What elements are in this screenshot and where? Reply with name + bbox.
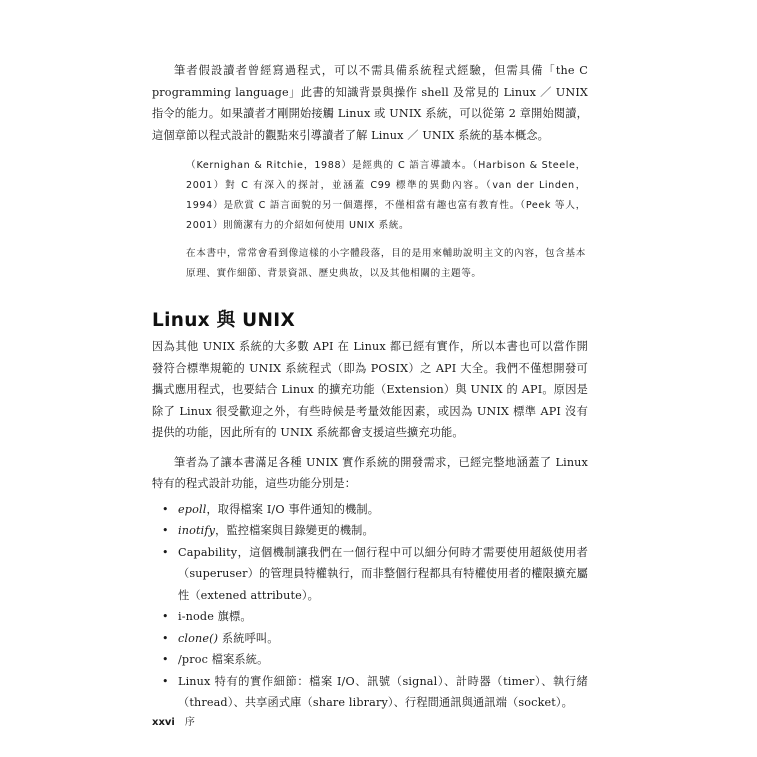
page-number: xxvi [152,717,175,728]
feature-term: inotify [178,524,216,537]
feature-desc: ，監控檔案與目錄變更的機制。 [215,524,374,537]
section-heading: Linux 與 UNIX [152,310,296,331]
page-footer [152,713,195,728]
feature-desc: /proc 檔案系統。 [178,653,269,666]
linux-unix-paragraph: 因為其他 UNIX 系統的大多數 API 在 Linux 都已經有實作，所以本書也可以當作開發符合標準規範的 UNIX 系統程式（即為 POSIX）之 API 大全。我們不僅想開發可攜式應用程式，也要結合 Linux 的擴充功能（Extension）與 UNIX 的 API。原因是除了 Linux 很受歡迎之外，有些時候是考量效能因素，或因為 UNIX 標準 API 沒有提供的功能，因此所有的 UNIX 系統都會支援這些擴充功能。 [152,340,588,439]
feature-desc: Capability，這個機制讓我們在一個行程中可以細分何時才需要使用超級使用者（superuser）的管理員特權執行，而非整個行程都具有特權使用者的權限擴充屬性（extened attribute）。 [178,545,588,602]
list-item [152,520,588,542]
feature-term: clone() [178,631,219,645]
intro-paragraph: 筆者假設讀者曾經寫過程式，可以不需具備系統程式經驗，但需具備「the C programming language」此書的知識背景與操作 shell 及常見的 Linux ／ UNIX 指令的能力。如果讀者才剛開始接觸 Linux 或 UNIX 系統，可以從第 2 章開始閱讀，這個章節以程式設計的觀點來引導讀者了解 Linux ／ UNIX 系統的基本概念。 [152,64,588,142]
feature-term: epoll [178,502,207,516]
feature-desc: i-node 旗標。 [178,610,252,623]
feature-desc: Linux 特有的實作細節：檔案 I/O、訊號（signal）、計時器（timer）、執行緒（thread）、共享函式庫（share library）、行程間通訊與通訊端（socket）。 [178,674,588,709]
feature-desc: 系統呼叫。 [218,631,279,645]
list-item [152,628,588,650]
list-item [152,649,588,671]
linux-features-intro: 筆者為了讓本書滿足各種 UNIX 實作系統的開發需求，已經完整地涵蓋了 Linux 特有的程式設計功能，這些功能分別是： [152,455,588,490]
list-item [152,542,588,607]
list-item [152,499,588,521]
list-item [152,671,588,714]
list-item [152,606,588,628]
note-small-print-explanation: 在本書中，常常會看到像這樣的小字體段落，目的是用來輔助說明主文的內容，包含基本原理、實作細節、背景資訊、歷史典故，以及其他相關的主題等。 [186,248,586,279]
section-name: 序 [184,717,195,728]
page-content [152,60,588,714]
note-references: （Kernighan & Ritchie，1988）是經典的 C 語言導讀本。（Harbison & Steele，2001）對 C 有深入的探討，並涵蓋 C99 標準的異動內容。（van der Linden，1994）是欣賞 C 語言面貌的另一個選擇，不僅相當有趣也富有教育性。（Peek 等人，2001）則簡潔有力的介紹如何使用 UNIX 系統。 [186,160,586,231]
feature-desc: ，取得檔案 I/O 事件通知的機制。 [206,502,380,516]
linux-feature-list [152,499,588,714]
